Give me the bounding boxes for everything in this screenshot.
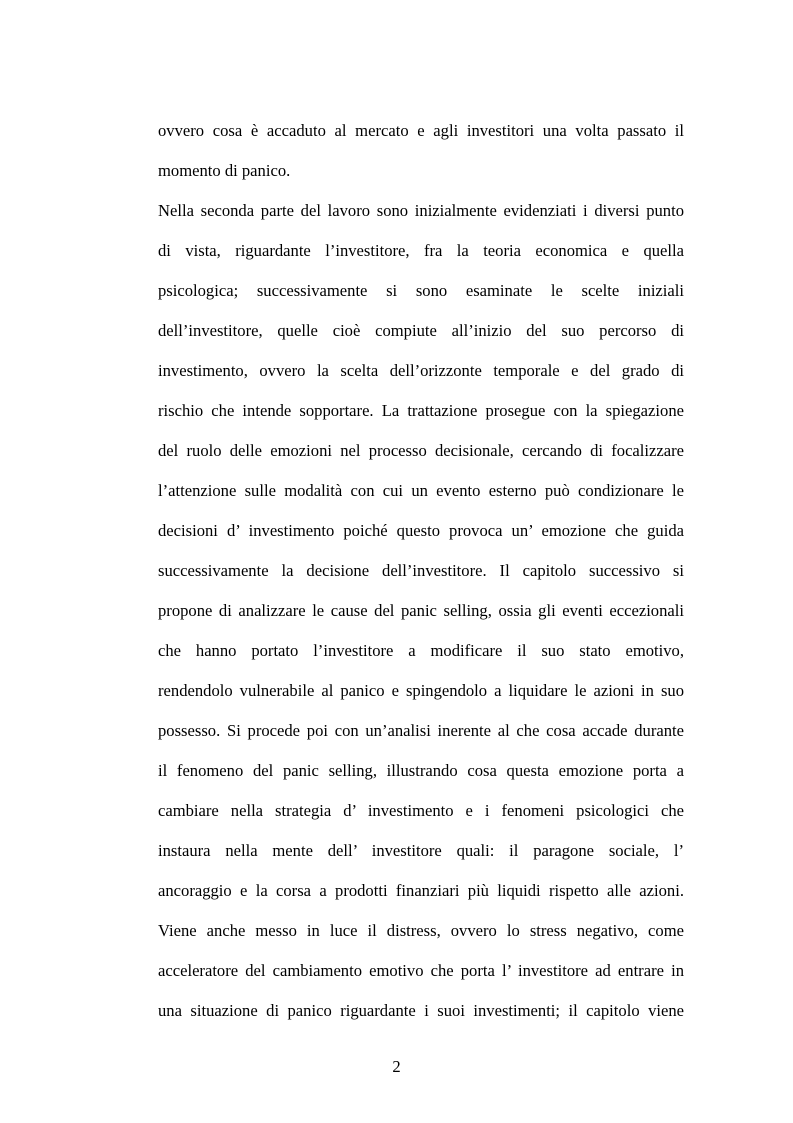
text-line: successivamente la decisione dell’investitore. Il capitolo successivo si [158,561,684,580]
text-line: instaura nella mente dell’ investitore quali: il paragone sociale, l’ [158,841,684,860]
text-line: di vista, riguardante l’investitore, fra la teoria economica e quella [158,241,684,260]
text-line: investimento, ovvero la scelta dell’orizzonte temporale e del grado di [158,361,684,380]
text-line: rischio che intende sopportare. La trattazione prosegue con la spiegazione [158,401,684,420]
text-line: acceleratore del cambiamento emotivo che porta l’ investitore ad entrare in [158,961,684,980]
text-line: cambiare nella strategia d’ investimento e i fenomeni psicologici che [158,801,684,820]
text-line: Viene anche messo in luce il distress, ovvero lo stress negativo, come [158,921,684,940]
text-line: ancoraggio e la corsa a prodotti finanziari più liquidi rispetto alle azioni. [158,881,684,900]
text-line: psicologica; successivamente si sono esaminate le scelte iniziali [158,281,684,300]
text-line: dell’investitore, quelle cioè compiute all’inizio del suo percorso di [158,321,684,340]
text-line: il fenomeno del panic selling, illustrando cosa questa emozione porta a [158,761,684,780]
text-line: rendendolo vulnerabile al panico e spingendolo a liquidare le azioni in suo [158,681,684,700]
text-line: propone di analizzare le cause del panic selling, ossia gli eventi eccezionali [158,601,684,620]
page-number: 2 [392,1057,401,1076]
text-line: che hanno portato l’investitore a modificare il suo stato emotivo, [158,641,684,660]
text-line: una situazione di panico riguardante i suoi investimenti; il capitolo viene [158,1001,684,1020]
text-line: Nella seconda parte del lavoro sono inizialmente evidenziati i diversi punto [158,201,684,220]
text-line: del ruolo delle emozioni nel processo decisionale, cercando di focalizzare [158,441,684,460]
text-line: possesso. Si procede poi con un’analisi inerente al che cosa accade durante [158,721,684,740]
text-line: decisioni d’ investimento poiché questo provoca un’ emozione che guida [158,521,684,540]
text-line: momento di panico. [158,161,291,180]
text-line: ovvero cosa è accaduto al mercato e agli investitori una volta passato il [158,121,684,140]
text-line: l’attenzione sulle modalità con cui un evento esterno può condizionare le [158,481,684,500]
